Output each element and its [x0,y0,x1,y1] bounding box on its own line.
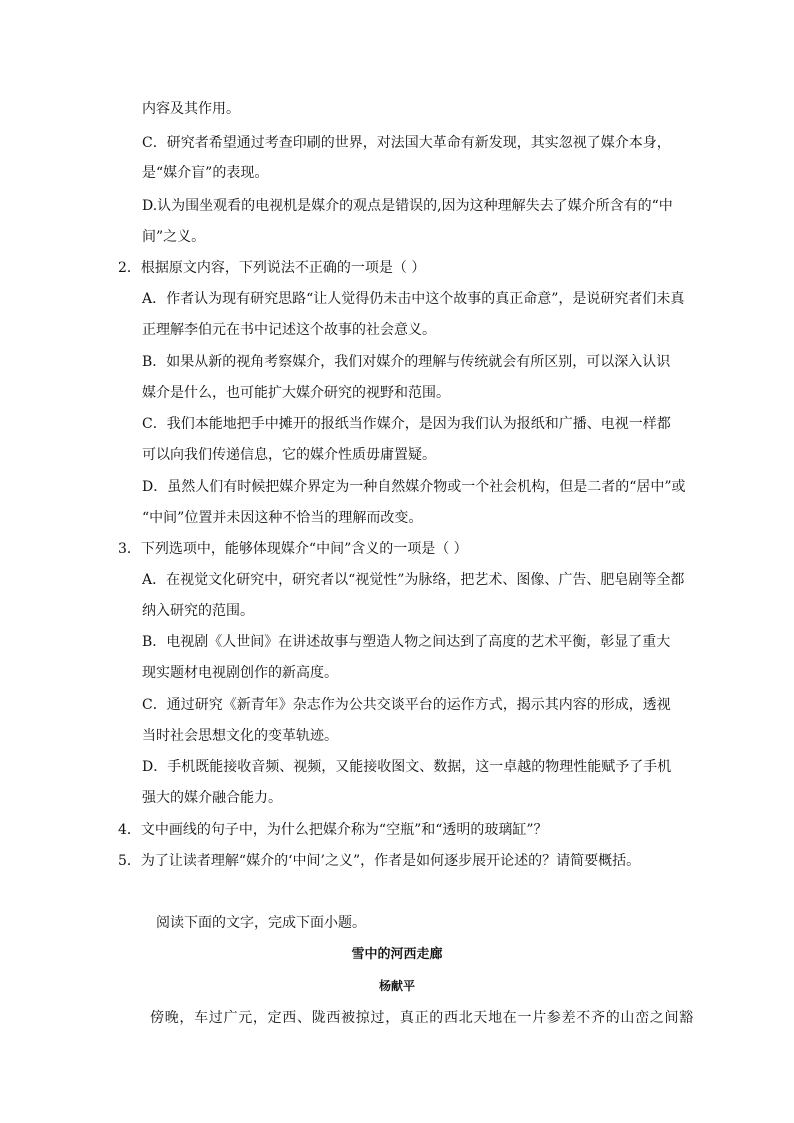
article-author: 杨献平 [378,979,415,993]
q3-option-c-line1: C．通过研究《新青年》杂志作为公共交谈平台的运作方式，揭示其内容的形成，透视 [142,697,671,713]
q2-option-a-line2: 正理解李伯元在书中记述这个故事的社会意义。 [142,322,436,338]
question-4-stem: 4．文中画线的句子中，为什么把媒介称为“空瓶”和“透明的玻璃缸”？ [118,822,548,838]
q2-option-d-line2: “中间”位置并未因这种不恰当的理解而改变。 [142,510,423,526]
q3-option-b-line2: 现实题材电视剧创作的新高度。 [142,665,338,681]
q3-option-a-line2: 纳入研究的范围。 [142,603,254,619]
question-2-stem: 2．根据原文内容，下列说法不正确的一项是（ ） [118,260,426,276]
q3-option-c-line2: 当时社会思想文化的变革轨迹。 [142,728,338,744]
q3-option-b-line1: B．电视剧《人世间》在讲述故事与塑造人物之间达到了高度的艺术平衡，彰显了重大 [142,634,671,650]
q1-option-c-line1: C．研究者希望通过考查印刷的世界，对法国大革命有新发现，其实忽视了媒介本身， [142,135,671,151]
q3-option-d-line2: 强大的媒介融合能力。 [142,790,282,806]
article-first-line: 傍晚，车过广元，定西、陇西被掠过，真正的西北天地在一片参差不齐的山峦之间豁 [150,1010,694,1026]
q2-option-a-line1: A．作者认为现有研究思路“让人觉得仍未击中这个故事的真正命意”，是说研究者们未真 [142,291,685,307]
reading-instruction: 阅读下面的文字，完成下面小题。 [156,915,366,931]
q2-option-c-line2: 可以向我们传递信息，它的媒介性质毋庸置疑。 [142,447,436,463]
q1-option-d-line1: D.认为围坐观看的电视机是媒介的观点是错误的,因为这种理解失去了媒介所含有的“中 [142,198,673,214]
question-5-stem: 5．为了让读者理解“媒介的‘中间’之义”，作者是如何逐步展开论述的？请简要概括。 [118,853,641,869]
q3-option-a-line1: A．在视觉文化研究中，研究者以“视觉性”为脉络，把艺术、图像、广告、肥皂剧等全都 [142,572,685,588]
article-title: 雪中的河西走廊 [351,947,443,962]
q2-option-c-line1: C．我们本能地把手中摊开的报纸当作媒介，是因为我们认为报纸和广播、电视一样都 [142,416,671,432]
q1-option-b-tail: 内容及其作用。 [142,101,240,117]
q1-option-d-line2: 间”之义。 [142,229,206,245]
question-3-stem: 3．下列选项中，能够体现媒介“中间”含义的一项是（ ） [118,541,468,557]
q2-option-b-line1: B．如果从新的视角考察媒介，我们对媒介的理解与传统就会有所区别，可以深入认识 [142,354,671,370]
q3-option-d-line1: D．手机既能接收音频、视频，又能接收图文、数据，这一卓越的物理性能赋予了手机 [142,759,672,775]
q2-option-d-line1: D．虽然人们有时候把媒介界定为一种自然媒介物或一个社会机构，但是二者的“居中”或 [142,479,686,495]
q1-option-c-line2: 是“媒介盲”的表现。 [142,165,269,181]
q2-option-b-line2: 媒介是什么，也可能扩大媒介研究的视野和范围。 [142,385,450,401]
